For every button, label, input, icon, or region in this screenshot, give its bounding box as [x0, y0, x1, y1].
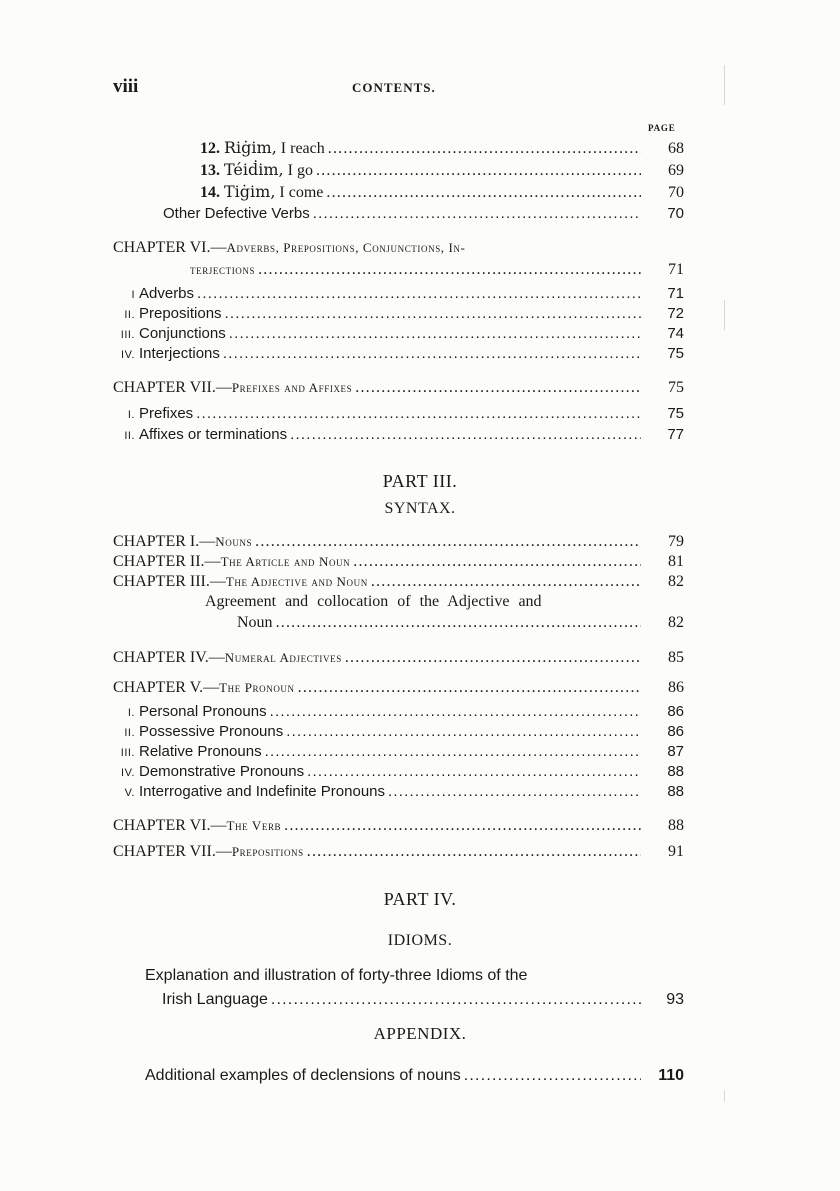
entry-label: Possessive Pronouns	[139, 723, 284, 740]
chapter-title: The Verb	[226, 818, 282, 833]
toc-entry[interactable]	[113, 572, 684, 592]
entry-page: 82	[668, 573, 684, 590]
appendix-title: APPENDIX.	[373, 1024, 467, 1043]
roman-numeral: III.	[120, 747, 135, 759]
entry-page: 88	[667, 783, 684, 800]
toc-entry[interactable]	[115, 722, 684, 743]
roman-numeral: I	[131, 289, 135, 301]
entry-page: 91	[668, 843, 684, 860]
entry-label-continued: Noun	[237, 614, 273, 631]
dot-leader	[286, 722, 641, 742]
toc-entry[interactable]	[115, 702, 684, 723]
dot-leader	[313, 204, 641, 224]
chapter-title: Nouns	[215, 534, 253, 549]
toc-entry[interactable]	[190, 260, 684, 280]
toc-entry[interactable]	[115, 782, 684, 803]
page-number: viii	[113, 76, 139, 97]
part-subtitle: IDIOMS.	[387, 932, 453, 949]
entry-label: Interjections	[139, 345, 220, 362]
chapter-prefix: CHAPTER VII.—	[113, 379, 232, 396]
dot-leader	[326, 183, 641, 203]
entry-label: Agreement and collocation of the Adjective and	[205, 593, 542, 610]
toc-entry[interactable]	[115, 324, 684, 345]
toc-entry[interactable]	[200, 160, 684, 181]
chapter-prefix: CHAPTER I.—	[113, 533, 216, 550]
dot-leader	[270, 702, 641, 722]
roman-numeral: II.	[124, 727, 135, 739]
entry-number: 14.	[200, 184, 220, 201]
entry-page: 75	[667, 405, 684, 422]
entry-page: 110	[658, 1067, 684, 1084]
dot-leader	[345, 648, 641, 668]
entry-page: 74	[667, 325, 684, 342]
chapter-title: Adverbs, Prepositions, Conjunctions, In-	[226, 240, 466, 255]
entry-page: 69	[668, 162, 684, 179]
entry-label: Other Defective Verbs	[163, 205, 310, 222]
entry-label: I go	[283, 162, 313, 179]
chapter-prefix: CHAPTER III.—	[113, 573, 226, 590]
toc-entry[interactable]	[115, 762, 684, 783]
entry-label: Adverbs	[139, 285, 195, 302]
dot-leader	[284, 816, 641, 836]
dot-leader	[290, 425, 641, 445]
chapter-prefix: CHAPTER II.—	[113, 553, 221, 570]
roman-numeral: IV.	[121, 349, 135, 361]
toc-entry[interactable]	[145, 1066, 684, 1086]
chapter-title: Prepositions	[231, 844, 304, 859]
dot-leader	[371, 572, 641, 592]
chapter-title: Numeral Adjectives	[224, 650, 342, 665]
toc-entry[interactable]	[115, 284, 684, 305]
toc-entry[interactable]	[163, 204, 684, 224]
entry-label: Relative Pronouns	[139, 743, 262, 760]
toc-entry[interactable]	[113, 552, 684, 572]
roman-numeral: I.	[127, 409, 135, 421]
dot-leader	[307, 842, 641, 862]
toc-entry[interactable]	[115, 425, 684, 446]
entry-number: 12.	[200, 140, 220, 157]
entry-label: Explanation and illustration of forty-three Idioms of the	[145, 967, 528, 984]
entry-page: 77	[667, 426, 684, 443]
entry-page: 79	[668, 533, 684, 550]
toc-entry[interactable]	[115, 304, 684, 325]
dot-leader	[307, 762, 641, 782]
chapter-title: The Pronoun	[219, 680, 295, 695]
toc-entry[interactable]	[162, 990, 684, 1010]
entry-page: 70	[667, 205, 684, 222]
gaelic-word: Tiġim,	[224, 182, 276, 201]
chapter-title: The Article and Noun	[220, 554, 351, 569]
part-title: PART III.	[382, 471, 458, 491]
scan-edge-mark	[724, 65, 725, 105]
chapter-heading[interactable]	[113, 238, 465, 258]
dot-leader	[223, 344, 641, 364]
dot-leader	[464, 1066, 641, 1086]
roman-numeral: IV.	[121, 767, 135, 779]
entry-label: Prepositions	[139, 305, 222, 322]
entry-page: 75	[667, 345, 684, 362]
toc-entry[interactable]	[237, 613, 684, 633]
chapter-prefix: CHAPTER VI.—	[113, 239, 227, 256]
entry-page: 87	[667, 743, 684, 760]
dot-leader	[196, 404, 641, 424]
toc-entry[interactable]	[200, 182, 684, 203]
entry-label: Affixes or terminations	[139, 426, 288, 443]
dot-leader	[271, 990, 641, 1010]
toc-entry[interactable]	[115, 344, 684, 365]
toc-entry[interactable]	[113, 532, 684, 552]
toc-entry[interactable]	[113, 816, 684, 836]
toc-entry[interactable]	[115, 404, 684, 425]
entry-page: 86	[667, 723, 684, 740]
chapter-prefix: CHAPTER IV.—	[113, 649, 225, 666]
dot-leader	[388, 782, 641, 802]
entry-page: 81	[668, 553, 684, 570]
entry-page: 68	[668, 140, 684, 157]
entry-label: Conjunctions	[139, 325, 226, 342]
gaelic-word: Téiḋim,	[224, 160, 284, 179]
dot-leader	[265, 742, 641, 762]
chapter-title: Prefixes and Affixes	[231, 380, 353, 395]
entry-page: 71	[667, 285, 684, 302]
entry-label: Demonstrative Pronouns	[139, 763, 305, 780]
entry-label: Personal Pronouns	[139, 703, 267, 720]
entry-page: 86	[667, 703, 684, 720]
chapter-prefix: CHAPTER V.—	[113, 679, 220, 696]
part-title: PART IV.	[383, 889, 457, 909]
dot-leader	[316, 161, 641, 181]
roman-numeral: V.	[124, 787, 135, 799]
entry-page: 71	[668, 261, 684, 278]
dot-leader	[353, 552, 641, 572]
chapter-prefix: CHAPTER VII.—	[113, 843, 232, 860]
dot-leader	[355, 378, 641, 398]
roman-numeral: II.	[124, 309, 135, 321]
entry-page: 88	[668, 817, 684, 834]
dot-leader	[229, 324, 641, 344]
entry-label: Interrogative and Indefinite Pronouns	[139, 783, 385, 800]
entry-label: Prefixes	[139, 405, 194, 422]
roman-numeral: II.	[124, 430, 135, 442]
entry-label: Additional examples of declensions of nouns	[145, 1067, 461, 1084]
entry-page: 75	[668, 379, 684, 396]
entry-page: 93	[666, 991, 684, 1008]
dot-leader	[255, 532, 641, 552]
dot-leader	[225, 304, 641, 324]
page-column-label: PAGE	[648, 123, 676, 133]
running-title: CONTENTS.	[352, 80, 436, 95]
entry-page: 70	[668, 184, 684, 201]
dot-leader	[328, 139, 641, 159]
toc-entry[interactable]	[113, 678, 684, 698]
entry-page: 85	[668, 649, 684, 666]
toc-entry[interactable]	[115, 742, 684, 763]
entry-page: 72	[667, 305, 684, 322]
entry-label-continued: Irish Language	[162, 991, 268, 1008]
entry-page: 88	[667, 763, 684, 780]
toc-entry[interactable]	[113, 378, 684, 398]
toc-entry[interactable]	[200, 138, 684, 159]
entry-label: I reach	[276, 140, 325, 157]
gaelic-word: Riġim,	[224, 138, 277, 157]
part-subtitle: SYNTAX.	[384, 500, 456, 517]
entry-number: 13.	[200, 162, 220, 179]
roman-numeral: I.	[127, 707, 135, 719]
chapter-prefix: CHAPTER VI.—	[113, 817, 227, 834]
entry-label: I come	[275, 184, 324, 201]
scan-edge-mark	[724, 300, 725, 330]
dot-leader	[298, 678, 641, 698]
toc-entry[interactable]	[113, 842, 684, 862]
chapter-title-continued: terjections	[190, 262, 256, 277]
dot-leader	[258, 260, 641, 280]
entry-page: 86	[668, 679, 684, 696]
roman-numeral: III.	[120, 329, 135, 341]
dot-leader	[197, 284, 641, 304]
entry-page: 82	[668, 614, 684, 631]
scan-edge-mark	[724, 1090, 725, 1102]
toc-entry[interactable]	[113, 648, 684, 668]
dot-leader	[276, 613, 641, 633]
chapter-title: The Adjective and Noun	[225, 574, 368, 589]
